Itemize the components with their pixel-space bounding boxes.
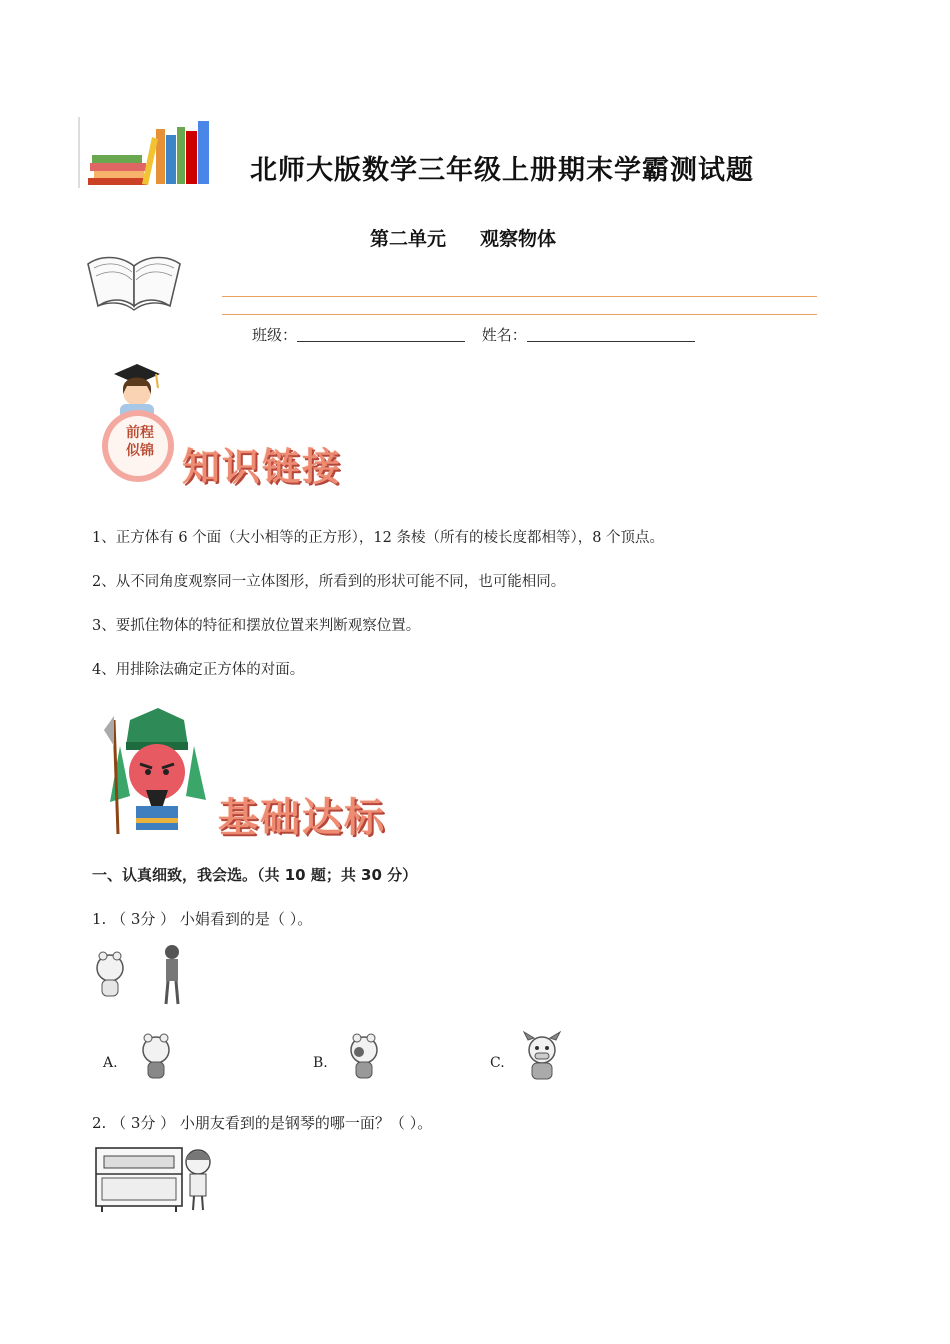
question-1-text: 1. （ 3分 ） 小娟看到的是（ ）。 <box>92 910 313 928</box>
badge-line-1: 前程 <box>126 425 154 441</box>
question-1-option-c-image[interactable] <box>520 1030 564 1086</box>
basic-banner <box>100 706 445 841</box>
unit-number: 第二单元 <box>370 228 447 250</box>
question-1-option-b-image[interactable] <box>344 1030 386 1086</box>
student-info-line <box>252 324 707 345</box>
section-1-heading: 一、认真细致，我会选。（共 10 题；共 30 分） <box>92 866 418 884</box>
class-label: 班级： <box>252 326 298 344</box>
name-label: 姓名： <box>481 326 527 344</box>
knowledge-point-2: 2、从不同角度观察同一立体图形，所看到的形状可能不同，也可能相同。 <box>92 574 566 590</box>
piano-and-child-icon <box>92 1144 217 1214</box>
question-1-figure <box>92 940 192 1010</box>
knowledge-point-4: 4、用排除法确定正方体的对面。 <box>92 662 305 678</box>
question-1-option-a-image[interactable] <box>136 1030 178 1086</box>
header-rule-bottom <box>222 314 817 315</box>
badge-line-2: 似锦 <box>126 443 154 459</box>
question-2-figure <box>92 1144 217 1214</box>
guan-yu-mascot-icon <box>100 706 215 838</box>
class-blank[interactable] <box>297 327 465 342</box>
header-rule-top <box>222 296 817 297</box>
knowledge-point-3: 3、要抓住物体的特征和摆放位置来判断观察位置。 <box>92 618 421 634</box>
unit-topic: 观察物体 <box>480 228 557 250</box>
name-blank[interactable] <box>527 327 695 342</box>
page-title: 北师大版数学三年级上册期末学霸测试题 <box>250 155 754 186</box>
question-1-option-b-label[interactable]: B. <box>313 1055 328 1071</box>
question-1-option-c-label[interactable]: C. <box>490 1055 505 1071</box>
basic-banner-text: 基础达标 <box>218 795 386 841</box>
question-2-text: 2. （ 3分 ） 小朋友看到的是钢琴的哪一面？（ ）。 <box>92 1114 433 1132</box>
open-book-illustration <box>84 246 184 316</box>
graduate-mascot-icon <box>92 360 182 485</box>
books-illustration <box>78 115 218 190</box>
toy-front-view-icon <box>520 1030 564 1082</box>
toy-back-view-icon <box>136 1030 178 1082</box>
unit-heading <box>370 224 556 251</box>
knowledge-banner <box>92 360 382 489</box>
toy-side-view-icon <box>344 1030 386 1082</box>
knowledge-point-1: 1、正方体有 6 个面（大小相等的正方形），12 条棱（所有的棱长度都相等），8 个顶点。 <box>92 530 665 546</box>
girl-and-toy-icon <box>92 940 192 1010</box>
knowledge-banner-text: 知识链接 <box>182 445 343 489</box>
question-1-option-a-label[interactable]: A. <box>103 1055 118 1071</box>
